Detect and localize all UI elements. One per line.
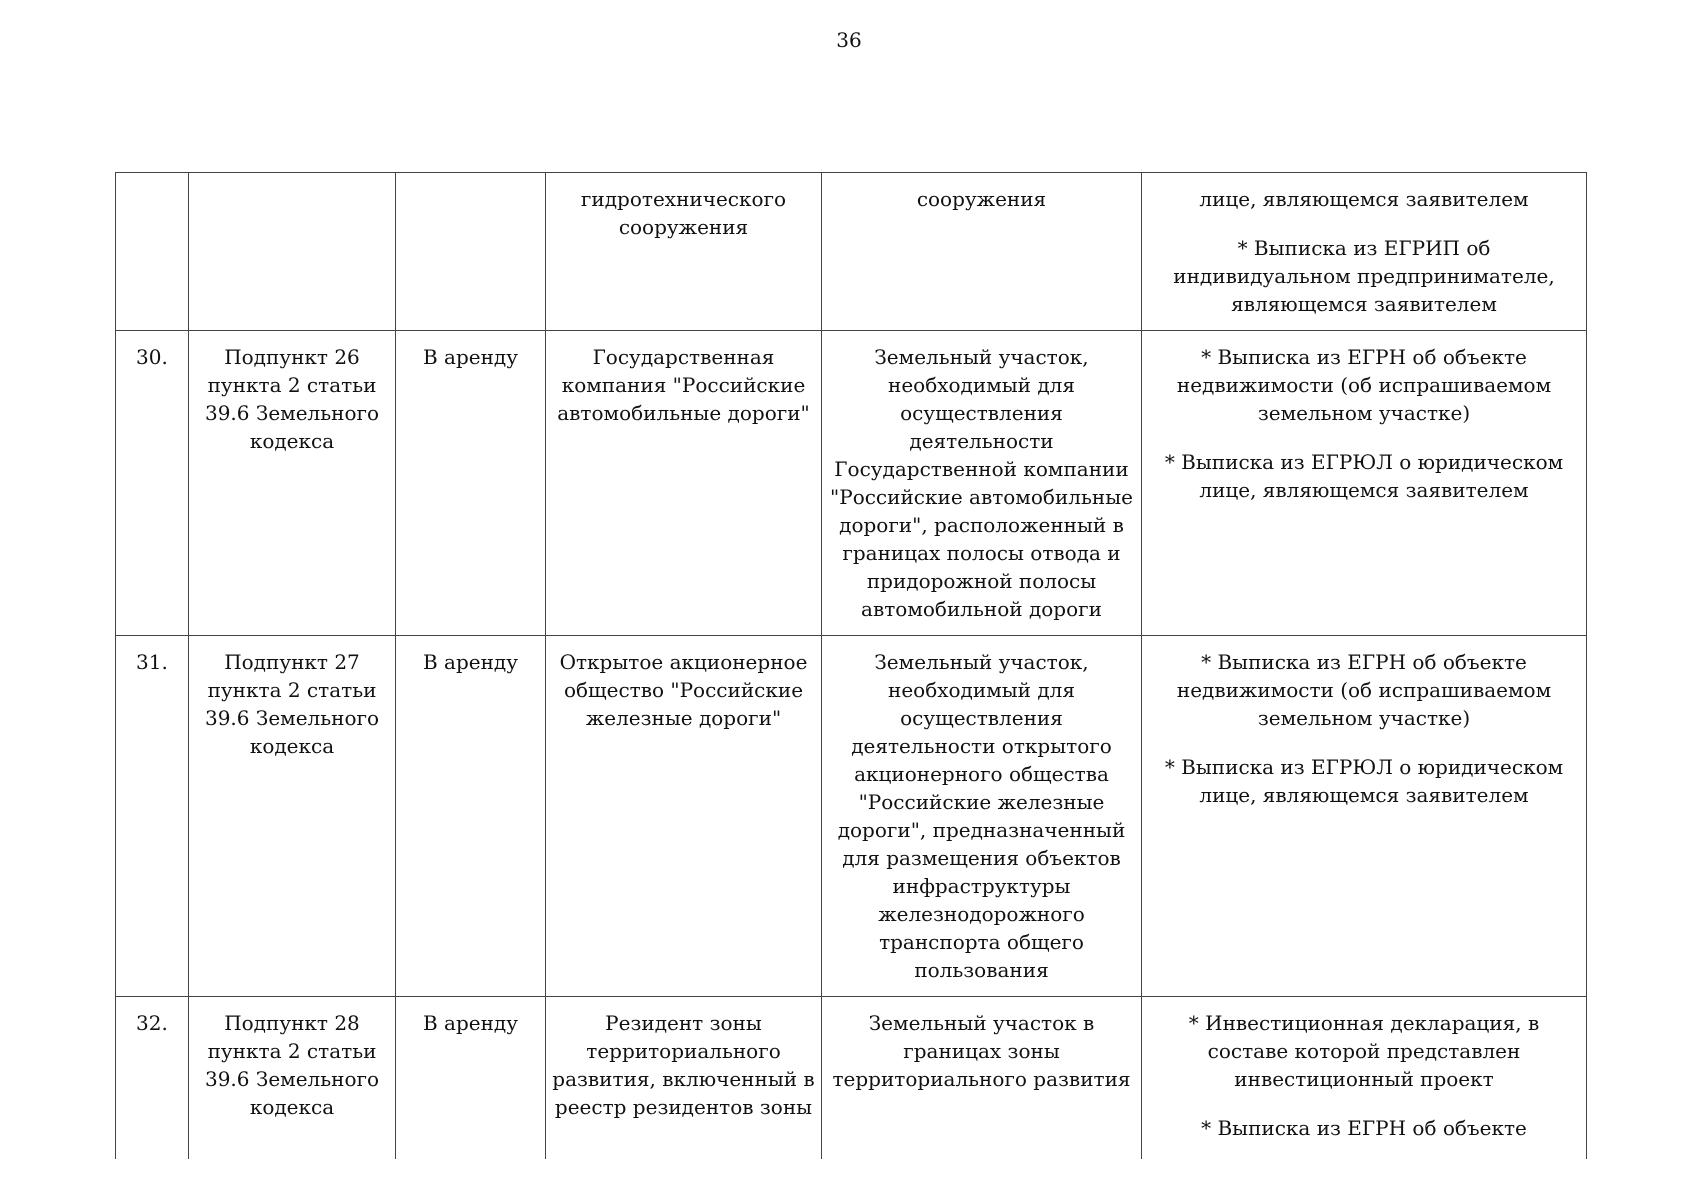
legal-basis: Подпункт 28 пункта 2 статьи 39.6 Земельного кодекса bbox=[189, 997, 396, 1159]
required-documents bbox=[1142, 173, 1587, 331]
land-plot-purpose: Земельный участок, необходимый для осуществления деятельности открытого акционерного общества "Российские железные дороги", предназначенный для размещения объектов инфраструктуры железнодорожного транспорта общего пользования bbox=[822, 636, 1142, 997]
document-item: * Выписка из ЕГРЮЛ о юридическом лице, являющемся заявителем bbox=[1164, 450, 1564, 502]
applicant: Государственная компания "Российские автомобильные дороги" bbox=[546, 331, 822, 636]
right-type: В аренду bbox=[396, 636, 546, 997]
legal-basis bbox=[189, 173, 396, 331]
land-documents-table bbox=[115, 172, 1587, 1159]
applicant: Резидент зоны территориального развития, включенный в реестр резидентов зоны bbox=[546, 997, 822, 1159]
page-number: 36 bbox=[836, 28, 862, 52]
right-type: В аренду bbox=[396, 997, 546, 1159]
land-plot-purpose: Земельный участок, необходимый для осуществления деятельности Государственной компании "Российские автомобильные дороги", расположенный в границах полосы отвода и придорожной полосы автомобильной дороги bbox=[822, 331, 1142, 636]
legal-basis: Подпункт 26 пункта 2 статьи 39.6 Земельного кодекса bbox=[189, 331, 396, 636]
table-row bbox=[116, 636, 1587, 997]
required-documents bbox=[1142, 331, 1587, 636]
land-plot-purpose: сооружения bbox=[822, 173, 1142, 331]
land-plot-purpose: Земельный участок в границах зоны территориального развития bbox=[822, 997, 1142, 1159]
table-row bbox=[116, 997, 1587, 1159]
right-type bbox=[396, 173, 546, 331]
right-type: В аренду bbox=[396, 331, 546, 636]
row-number: 31. bbox=[116, 636, 189, 997]
table-row bbox=[116, 331, 1587, 636]
document-item: * Выписка из ЕГРН об объекте недвижимости (об испрашиваемом земельном участке) bbox=[1176, 650, 1552, 730]
required-documents bbox=[1142, 997, 1587, 1159]
document-item: * Выписка из ЕГРН об объекте недвижимости (об испрашиваемом земельном участке) bbox=[1176, 345, 1552, 425]
legal-basis: Подпункт 27 пункта 2 статьи 39.6 Земельного кодекса bbox=[189, 636, 396, 997]
row-number bbox=[116, 173, 189, 331]
document-item: * Выписка из ЕГРИП об индивидуальном предпринимателе, являющемся заявителем bbox=[1173, 236, 1555, 316]
applicant: Открытое акционерное общество "Российские железные дороги" bbox=[546, 636, 822, 997]
row-number: 30. bbox=[116, 331, 189, 636]
row-number: 32. bbox=[116, 997, 189, 1159]
required-documents bbox=[1142, 636, 1587, 997]
applicant: гидротехнического сооружения bbox=[546, 173, 822, 331]
document-item: * Выписка из ЕГРН об объекте bbox=[1201, 1116, 1527, 1140]
document-item: лице, являющемся заявителем bbox=[1199, 187, 1529, 211]
table-row bbox=[116, 173, 1587, 331]
document-item: * Выписка из ЕГРЮЛ о юридическом лице, являющемся заявителем bbox=[1164, 755, 1564, 807]
document-item: * Инвестиционная декларация, в составе которой представлен инвестиционный проект bbox=[1188, 1011, 1540, 1091]
